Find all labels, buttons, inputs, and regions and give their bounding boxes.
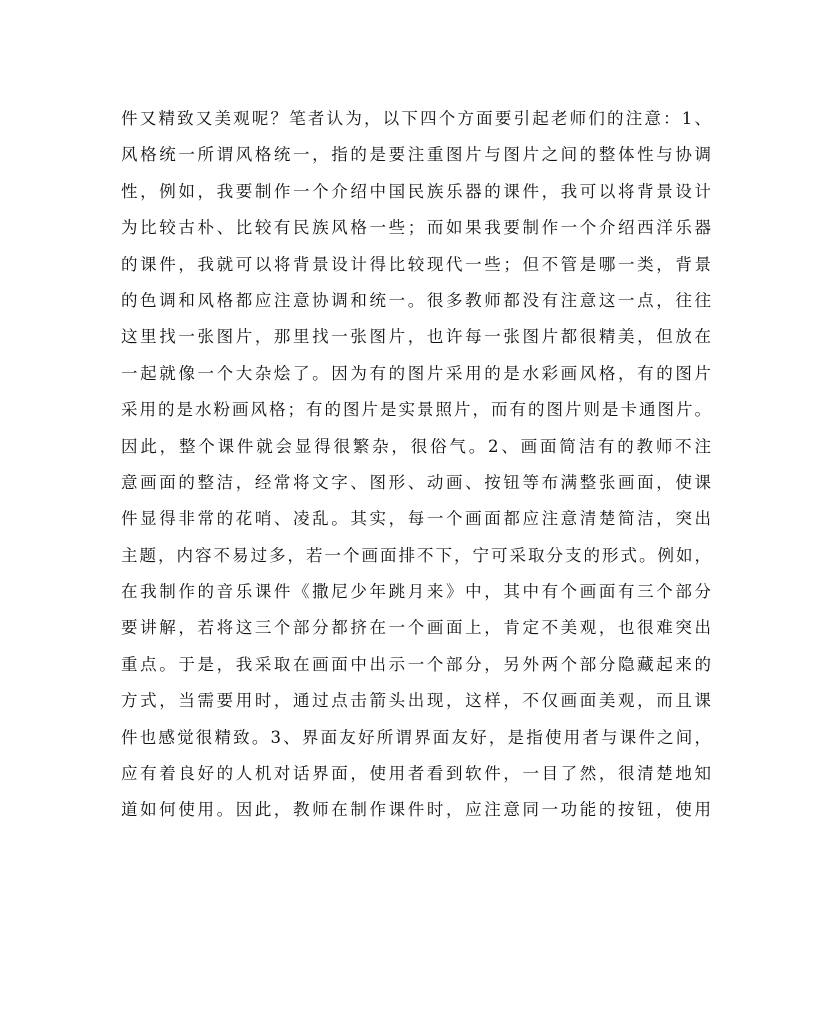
body-paragraph <box>121 101 711 829</box>
text-line: 方式，当需要用时，通过点击箭头出现，这样，不仅画面美观，而且课 <box>121 691 711 711</box>
text-line: 道如何使用。因此，教师在制作课件时，应注意同一功能的按钮，使用 <box>121 800 711 820</box>
text-line: 件也感觉很精致。3、界面友好所谓界面友好，是指使用者与课件之间， <box>121 727 711 747</box>
text-line: 件显得非常的花哨、凌乱。其实，每一个画面都应注意清楚简洁，突出 <box>121 509 711 529</box>
text-line: 的课件，我就可以将背景设计得比较现代一些；但不管是哪一类，背景 <box>121 254 711 274</box>
text-line: 主题，内容不易过多，若一个画面排不下，宁可采取分支的形式。例如， <box>121 545 711 565</box>
text-line: 件又精致又美观呢？笔者认为，以下四个方面要引起老师们的注意：1、 <box>121 109 711 128</box>
text-line: 采用的是水粉画风格；有的图片是实景照片，而有的图片则是卡通图片。 <box>121 400 711 420</box>
text-line: 风格统一所谓风格统一，指的是要注重图片与图片之间的整体性与协调 <box>121 145 711 165</box>
text-line: 在我制作的音乐课件《撒尼少年跳月来》中，其中有个画面有三个部分 <box>121 582 711 602</box>
text-line: 意画面的整洁，经常将文字、图形、动画、按钮等布满整张画面，使课 <box>121 472 711 492</box>
text-line: 的色调和风格都应注意协调和统一。很多教师都没有注意这一点，往往 <box>121 290 711 310</box>
text-line: 重点。于是，我采取在画面中出示一个部分，另外两个部分隐藏起来的 <box>121 654 711 674</box>
text-line: 一起就像一个大杂烩了。因为有的图片采用的是水彩画风格，有的图片 <box>121 363 711 383</box>
text-line: 这里找一张图片，那里找一张图片，也许每一张图片都很精美，但放在 <box>121 327 711 347</box>
text-line: 性，例如，我要制作一个介绍中国民族乐器的课件，我可以将背景设计 <box>121 181 711 201</box>
text-line: 要讲解，若将这三个部分都挤在一个画面上，肯定不美观，也很难突出 <box>121 618 711 638</box>
text-line: 为比较古朴、比较有民族风格一些；而如果我要制作一个介绍西洋乐器 <box>121 218 711 238</box>
text-line: 应有着良好的人机对话界面，使用者看到软件，一目了然，很清楚地知 <box>121 764 711 784</box>
text-line: 因此，整个课件就会显得很繁杂，很俗气。2、画面简洁有的教师不注 <box>121 436 711 456</box>
